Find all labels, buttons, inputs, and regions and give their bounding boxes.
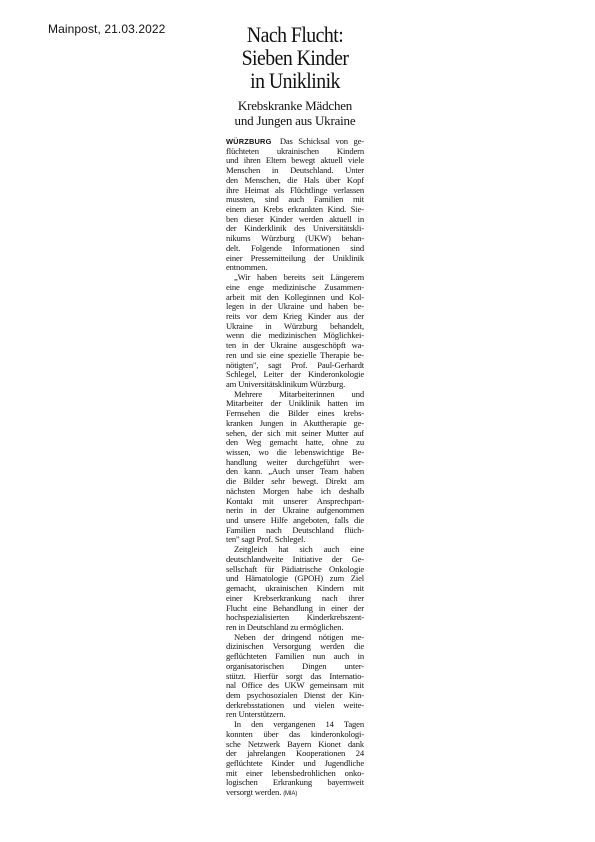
line-text: Fernsehen die Bilder eines krebs- <box>226 408 364 419</box>
line-text: versorgt werden. <box>226 787 282 798</box>
line-text: kranken Jungen in Akuttherapie ge- <box>226 417 364 428</box>
line-text: einer Pressemitteilung der Uniklinik <box>226 252 364 263</box>
line-text: eine enge medizinische Zusammen- <box>226 281 364 292</box>
line-text: handlung weiter durchgeführt wer- <box>226 456 364 467</box>
line-text: ihre Heimat als Flüchtlinge verlassen <box>226 184 364 195</box>
line-text: Neben der dringend nötigen me- <box>234 631 364 642</box>
dateline: WÜRZBURG <box>226 137 272 146</box>
line-text: nötigten", sagt Prof. Paul-Gerhardt <box>226 359 364 370</box>
article-paragraph <box>226 137 364 273</box>
subheadline <box>226 98 364 128</box>
line-text: deutschlandweite Initiative der Ge- <box>226 553 364 564</box>
article-paragraph <box>226 273 364 390</box>
line-text: am Universitätsklinikum Würzburg. <box>226 378 346 389</box>
line-text: ben dieser Kinder werden aktuell in <box>226 213 364 224</box>
line-text: ren und sie eine spezielle Therapie be- <box>226 349 364 360</box>
line-text: dem psychosozialen Dienst der Kin- <box>226 689 364 700</box>
line-text: delt. Folgende Informationen sind <box>226 242 364 253</box>
line-text: ren Unterstützern. <box>226 709 286 720</box>
line-text: sellschaft für Pädiatrische Onkologie <box>226 563 364 574</box>
line-text: Mehrere Mitarbeiterinnen und <box>234 388 364 399</box>
line-text: den kann. „Auch unser Team haben <box>226 466 364 477</box>
line-text: legen in der Ukraine und haben be- <box>226 301 364 312</box>
headline-line: Sieben Kinder <box>241 45 349 70</box>
article-paragraph <box>226 545 364 632</box>
line-text: den Menschen, die Hals über Kopf <box>226 174 364 185</box>
line-text: Zeitgleich hat sich auch eine <box>234 544 364 555</box>
article-paragraph <box>226 633 364 720</box>
line-text: den Weg gemacht hatte, ohne zu <box>226 437 364 448</box>
line-text: geflüchteten Familien nun auch in <box>226 651 364 662</box>
line-text: arbeit mit den Kolleginnen und Kol- <box>226 291 364 302</box>
line-text: flüchteten ukrainischen Kindern <box>226 145 364 156</box>
article <box>226 23 364 798</box>
line-text: der jahrelangen Kooperationen 24 <box>226 748 364 759</box>
line-text: Familien nach Deutschland flüch- <box>226 524 364 535</box>
line-text: nächsten Morgen habe ich deshalb <box>226 485 364 496</box>
line-text: geflüchtete Kinder und Jugendliche <box>226 758 364 768</box>
source-line: Mainpost, 21.03.2022 <box>48 22 166 36</box>
line-text: Schlegel, Leiter der Kinderonkologie <box>226 369 364 380</box>
line-text: Menschen in Deutschland. Unter <box>226 165 364 176</box>
line-text: ren in Deutschland zu ermöglichen. <box>226 621 344 632</box>
line-text: Das Schicksal von ge- <box>279 136 364 146</box>
line-text: ten" sagt Prof. Schlegel. <box>226 534 306 545</box>
subheadline-line: Krebskranke Mädchen <box>237 98 353 113</box>
line-text: mit einer lebensbedrohlichen onko- <box>226 767 364 778</box>
line-text: Mitarbeiter der Uniklinik hatten im <box>226 398 364 409</box>
line-text: wissen, wo die lebenswichtige Be- <box>226 447 364 457</box>
line-text: Ukraine in Würzburg behandelt, <box>226 320 364 331</box>
line-text: dizinischen Versorgung werden die <box>226 641 364 652</box>
line-text: gemacht, ukrainischen Kindern mit <box>226 583 364 594</box>
line-text: wenn die medizinischen Möglichkei- <box>226 330 364 341</box>
line-text: entnommen. <box>226 262 268 273</box>
line-text: nal Office des UKW gemeinsam mit <box>226 680 364 691</box>
line-text: und unsere Hilfe angeboten, falls die <box>226 515 364 526</box>
line-text: derkrebsstationen und vielen weite- <box>226 699 364 710</box>
article-paragraph <box>226 390 364 546</box>
article-body <box>226 137 364 798</box>
line-text: und ihren Eltern bewegt aktuell viele <box>226 155 364 166</box>
text-line <box>226 788 364 798</box>
article-paragraph <box>226 720 364 798</box>
headline-line: Nach Flucht: <box>246 22 344 47</box>
author-tag: (MIA) <box>283 791 298 798</box>
line-text: Flucht eine Behandlung in einer der <box>226 602 364 613</box>
line-text: nerin in der Ukraine aufgenommen <box>226 505 364 516</box>
line-text: reits vor dem Krieg Kinder aus der <box>226 310 364 321</box>
line-text: und Hämatologie (GPOH) zum Ziel <box>226 573 364 584</box>
line-text: In den vergangenen 14 Tagen <box>234 719 364 730</box>
line-text: sche Netzwerk Bayern Kionet dank <box>226 738 364 749</box>
subheadline-line: und Jungen aus Ukraine <box>234 113 356 128</box>
line-text: einer Krebserkrankung nach ihrer <box>226 592 364 603</box>
line-text: einem an Krebs erkrankten Kind. Sie- <box>226 204 364 215</box>
line-text: stützt. Hierfür sorgt das Internatio- <box>226 670 364 681</box>
line-text: „Wir haben bereits seit Längerem <box>234 272 364 283</box>
line-text: der Kinderklinik des Universitätskli- <box>226 223 364 234</box>
line-text: konnten über das kinderonkologi- <box>226 728 364 739</box>
line-text: organisatorischen Dingen unter- <box>226 660 364 671</box>
line-text: ten in der Ukraine ausgeschöpft wa- <box>226 340 364 351</box>
headline-line: in Uniklinik <box>250 68 340 93</box>
line-text: logischen Erkrankung bayernweit <box>226 777 364 788</box>
line-text: nikums Würzburg (UKW) behan- <box>226 233 364 244</box>
headline <box>233 23 357 92</box>
line-text: sehen, der sich mit seiner Mutter auf <box>226 427 364 438</box>
line-text: die Bilder sehr bewegt. Direkt am <box>226 476 364 487</box>
line-text: hochspezialisierten Kinderkrebszent- <box>226 612 364 623</box>
line-text: mussten, sind auch Familien mit <box>226 194 364 205</box>
line-text: Kontakt mit unserer Ansprechpart- <box>226 495 364 506</box>
